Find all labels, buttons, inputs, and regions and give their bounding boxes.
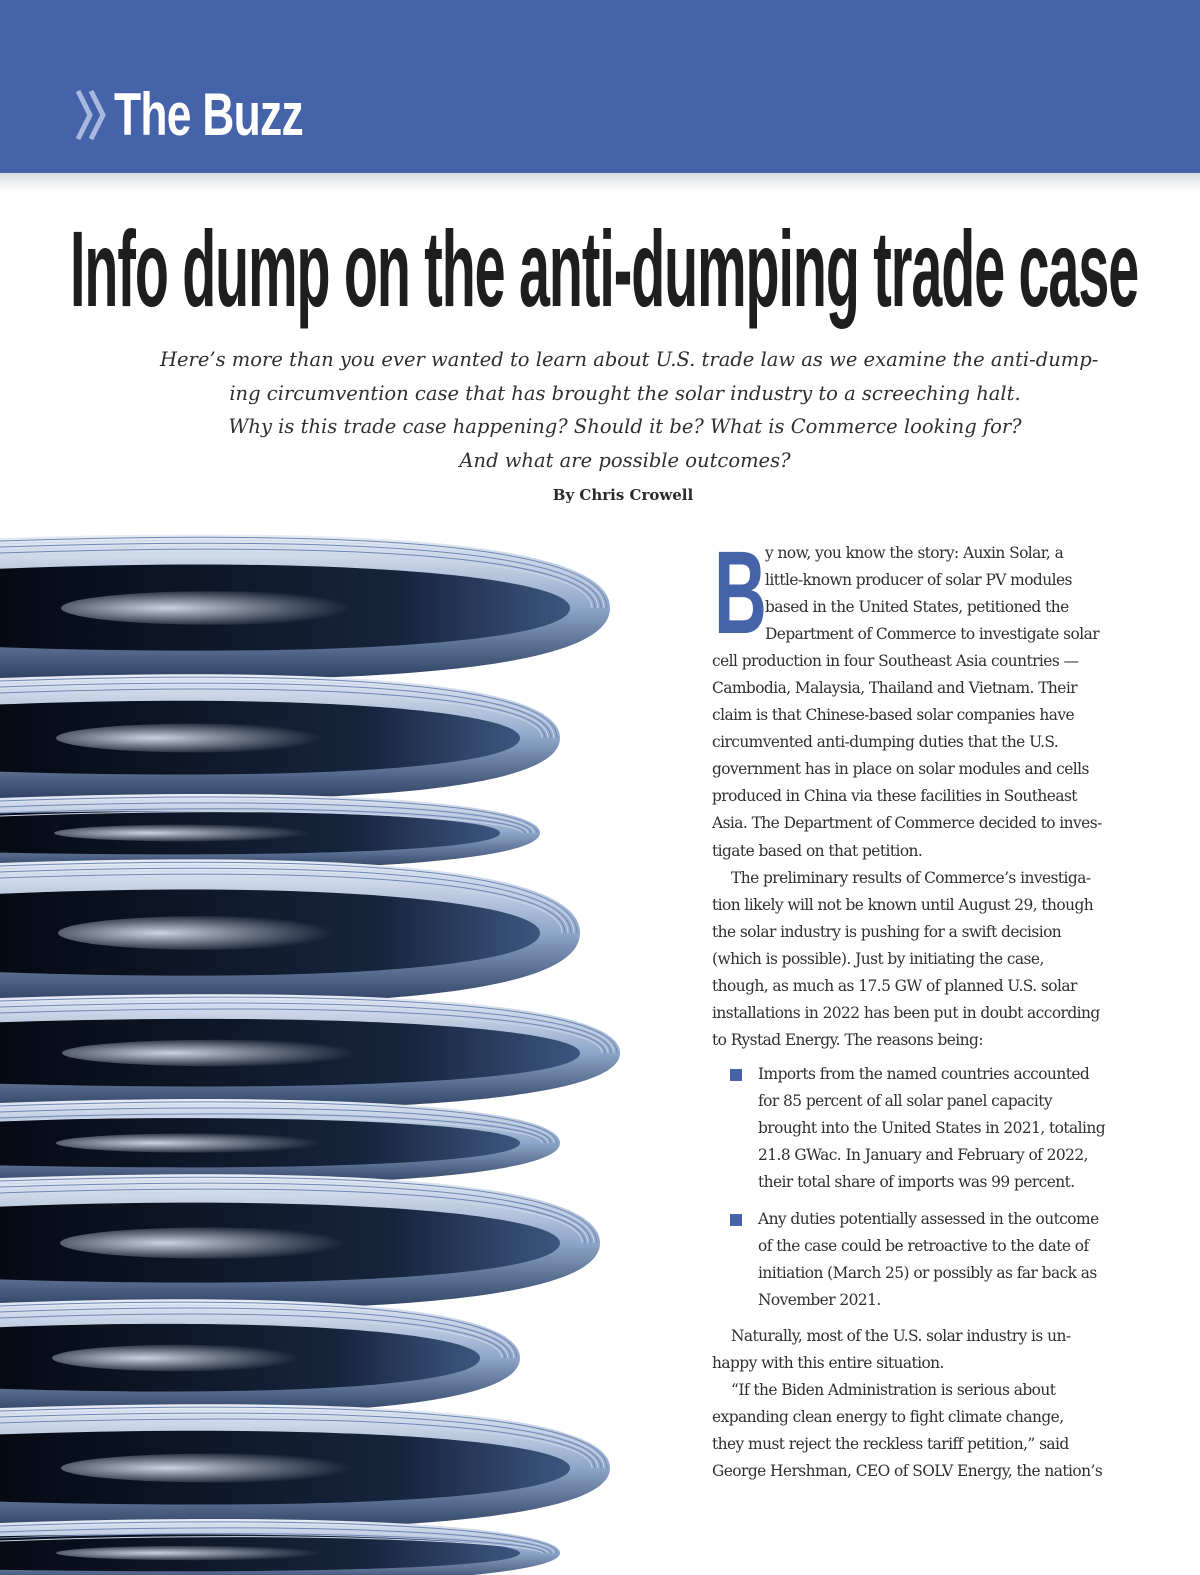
- article-deck: [160, 343, 1099, 477]
- paper-highlight: [56, 724, 336, 753]
- bullet-line: November 2021.: [758, 1291, 881, 1310]
- body-line: they must reject the reckless tariff petition,” said: [712, 1435, 1069, 1454]
- bullet-line: Imports from the named countries accounted: [758, 1065, 1090, 1083]
- body-line: “If the Biden Administration is serious about: [731, 1381, 1056, 1400]
- body-line: (which is possible). Just by initiating the case,: [712, 949, 1044, 968]
- deck-line: Why is this trade case happening? Should it be? What is Commerce looking for?: [228, 415, 1022, 438]
- body-line: George Hershman, CEO of SOLV Energy, the nation’s: [712, 1462, 1103, 1481]
- body-line: tigate based on that petition.: [712, 841, 923, 860]
- body-line: the solar industry is pushing for a swift decision: [712, 922, 1062, 941]
- bullet-line: of the case could be retroactive to the date of: [758, 1237, 1089, 1256]
- body-line: circumvented anti-dumping duties that the U.S.: [712, 733, 1059, 752]
- bullet-line: for 85 percent of all solar panel capacity: [758, 1092, 1053, 1111]
- body-line: happy with this entire situation.: [712, 1354, 944, 1373]
- paper-highlight: [61, 1454, 366, 1483]
- paper-highlight: [56, 1133, 336, 1152]
- double-chevron-right-icon: [74, 88, 110, 142]
- body-line: based in the United States, petitioned the: [765, 598, 1069, 617]
- deck-line: ing circumvention case that has brought the solar industry to a screeching halt.: [229, 381, 1021, 405]
- body-line: installations in 2022 has been put in doubt according: [712, 1003, 1100, 1022]
- body-line: though, as much as 17.5 GW of planned U.S. solar: [712, 976, 1077, 995]
- paper-highlight: [62, 1040, 372, 1066]
- bullet-line: Any duties potentially assessed in the outcome: [758, 1210, 1099, 1228]
- body-line: claim is that Chinese-based solar companies have: [712, 706, 1075, 725]
- paper-highlight: [60, 1227, 360, 1258]
- paper-highlight: [56, 1546, 336, 1560]
- body-line: little-known producer of solar PV modules: [765, 571, 1072, 590]
- article-headline: Info dump on the anti-dumping trade case: [70, 208, 1139, 329]
- paper-highlight: [54, 825, 324, 842]
- body-line: cell production in four Southeast Asia countries —: [712, 652, 1079, 671]
- body-line: expanding clean energy to fight climate change,: [712, 1408, 1064, 1427]
- paper-highlight: [61, 591, 366, 625]
- bullet-square-icon: [730, 1069, 742, 1081]
- bullet-square-icon: [730, 1214, 742, 1226]
- section-title: The Buzz: [114, 81, 303, 148]
- header-shadow: [0, 173, 1200, 191]
- body-line: Asia. The Department of Commerce decided to inves-: [712, 814, 1102, 833]
- byline: By Chris Crowell: [552, 486, 694, 504]
- newspaper-stack-photo: [0, 528, 690, 1575]
- drop-cap: B: [714, 527, 767, 659]
- body-line: to Rystad Energy. The reasons being:: [712, 1030, 983, 1049]
- body-line: y now, you know the story: Auxin Solar, a: [765, 544, 1064, 562]
- paper-highlight: [52, 1345, 312, 1371]
- body-line: Department of Commerce to investigate solar: [765, 625, 1100, 644]
- body-line: tion likely will not be known until August 29, though: [712, 895, 1094, 914]
- body-line: government has in place on solar modules and cells: [712, 760, 1089, 779]
- paper-stack: [0, 534, 620, 1575]
- paper-highlight: [58, 916, 348, 950]
- article-body-continued: [712, 1323, 1122, 1485]
- body-line: Naturally, most of the U.S. solar industry is un-: [731, 1327, 1071, 1345]
- bullet-line: 21.8 GWac. In January and February of 2022,: [758, 1146, 1088, 1165]
- bullet-line: initiation (March 25) or possibly as far back as: [758, 1264, 1097, 1283]
- article-body: [712, 527, 1122, 1054]
- body-line: Cambodia, Malaysia, Thailand and Vietnam. Their: [712, 679, 1078, 698]
- body-line: The preliminary results of Commerce’s investiga-: [731, 868, 1091, 887]
- body-line: produced in China via these facilities in Southeast: [712, 787, 1077, 806]
- deck-line: Here’s more than you ever wanted to learn about U.S. trade law as we examine the anti-dump-: [160, 348, 1099, 371]
- deck-line: And what are possible outcomes?: [459, 448, 791, 472]
- bullet-line: their total share of imports was 99 percent.: [758, 1173, 1075, 1192]
- bullet-line: brought into the United States in 2021, totaling: [758, 1119, 1106, 1138]
